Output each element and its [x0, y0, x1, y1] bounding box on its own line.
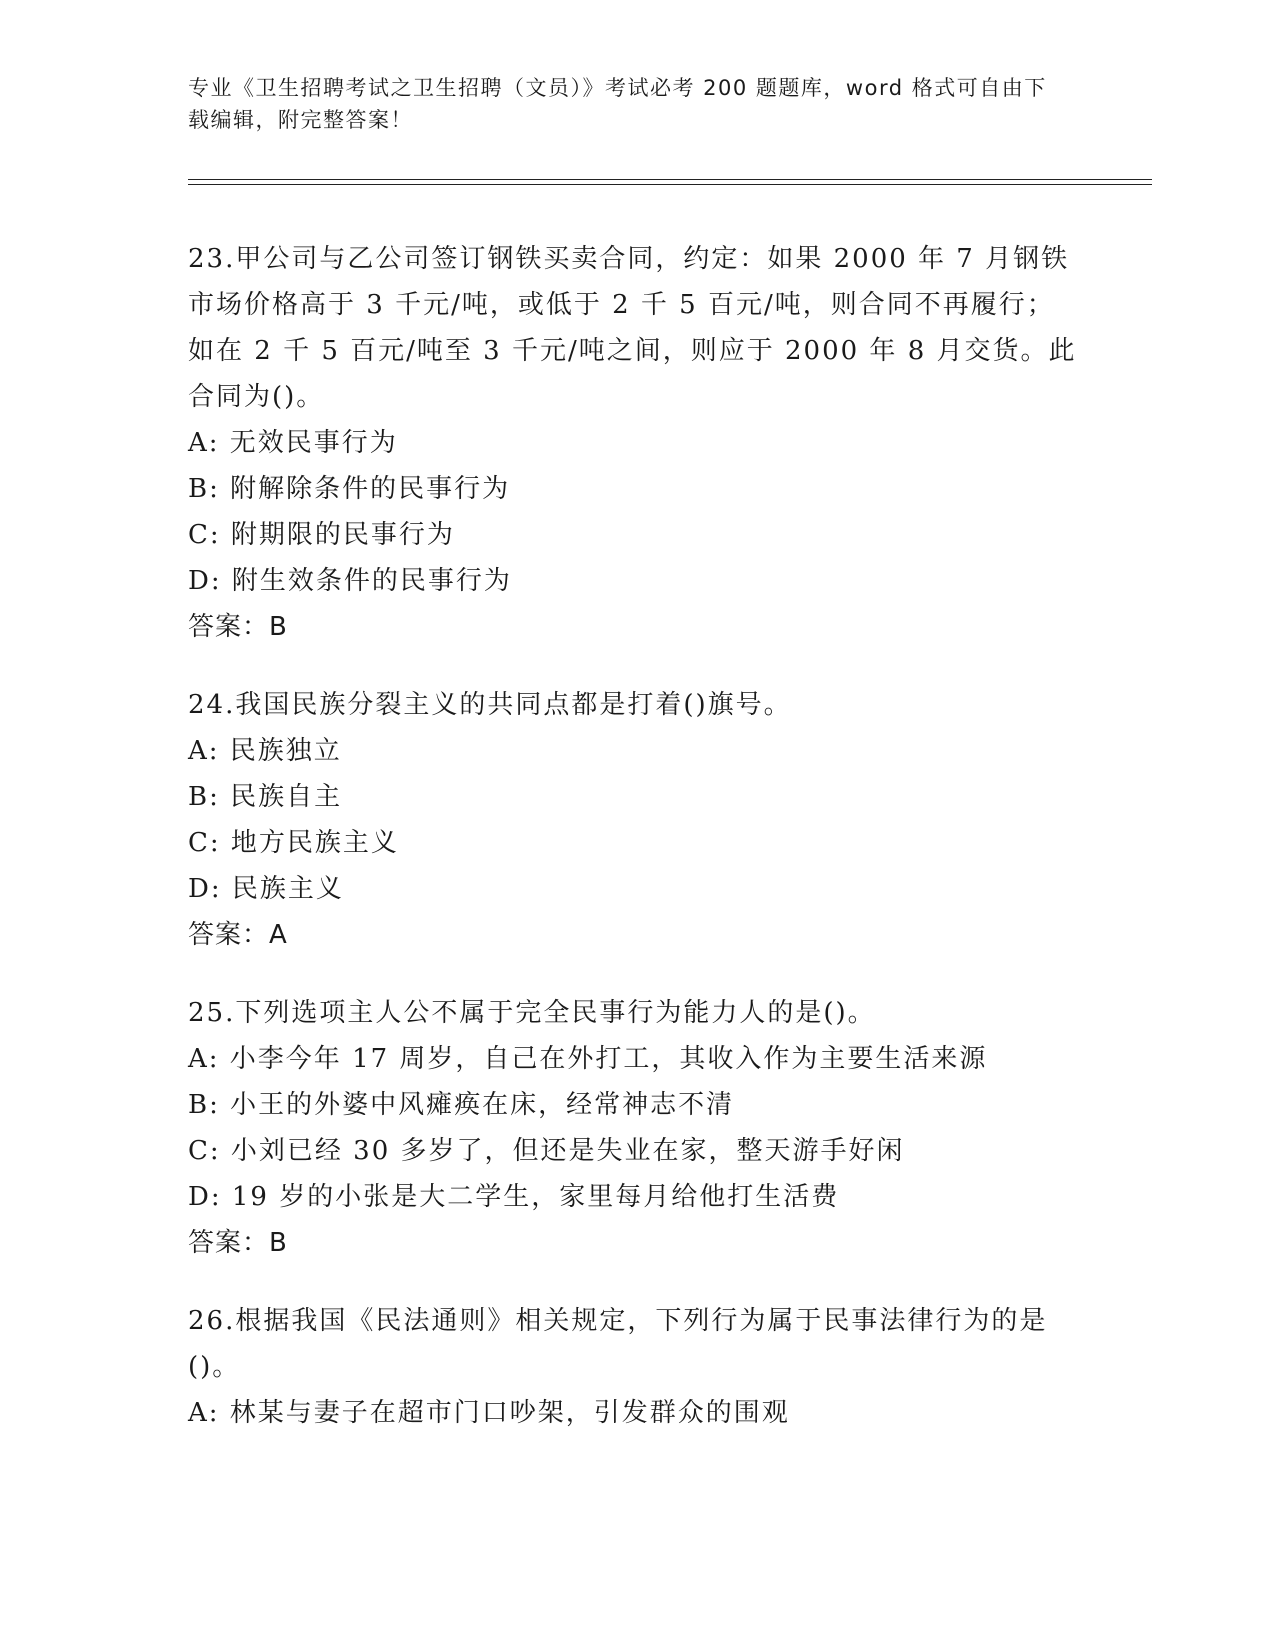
answer: 答案：B — [188, 1228, 288, 1258]
option-d: D: 民族主义 — [188, 874, 344, 904]
question-26 — [188, 1298, 1078, 1436]
question-stem: 25.下列选项主人公不属于完全民事行为能力人的是()。 — [188, 998, 876, 1028]
header-divider-bottom — [188, 184, 1152, 185]
answer: 答案：A — [188, 920, 288, 950]
option-a: A: 林某与妻子在超市门口吵架，引发群众的围观 — [188, 1398, 790, 1428]
option-b: B: 附解除条件的民事行为 — [188, 474, 511, 504]
option-a: A: 民族独立 — [188, 736, 342, 766]
option-c: C: 地方民族主义 — [188, 828, 399, 858]
question-23 — [188, 236, 1078, 650]
question-25 — [188, 990, 1078, 1266]
question-stem: 23.甲公司与乙公司签订钢铁买卖合同，约定：如果 2000 年 7 月钢铁市场价格高于 3 千元/吨，或低于 2 千 5 百元/吨，则合同不再履行；如在 2 千 5 百元/吨至 3 千元/吨之间，则应于 2000 年 8 月交货。此合同为()。 — [188, 244, 1077, 412]
answer: 答案：B — [188, 612, 288, 642]
option-a: A: 小李今年 17 周岁，自己在外打工，其收入作为主要生活来源 — [188, 1044, 988, 1074]
document-header: 专业《卫生招聘考试之卫生招聘（文员）》考试必考 200 题题库，word 格式可自由下载编辑，附完整答案！ — [188, 76, 1047, 132]
option-a: A: 无效民事行为 — [188, 428, 398, 458]
question-stem: 24.我国民族分裂主义的共同点都是打着()旗号。 — [188, 690, 792, 720]
option-c: C: 小刘已经 30 多岁了，但还是失业在家，整天游手好闲 — [188, 1136, 905, 1166]
question-24 — [188, 682, 1078, 958]
header-divider-top — [188, 179, 1152, 180]
question-list — [188, 236, 1078, 1468]
option-d: D: 附生效条件的民事行为 — [188, 566, 512, 596]
option-c: C: 附期限的民事行为 — [188, 520, 455, 550]
question-stem: 26.根据我国《民法通则》相关规定，下列行为属于民事法律行为的是()。 — [188, 1306, 1048, 1382]
option-b: B: 民族自主 — [188, 782, 343, 812]
option-b: B: 小王的外婆中风瘫痪在床，经常神志不清 — [188, 1090, 735, 1120]
option-d: D: 19 岁的小张是大二学生，家里每月给他打生活费 — [188, 1182, 840, 1212]
